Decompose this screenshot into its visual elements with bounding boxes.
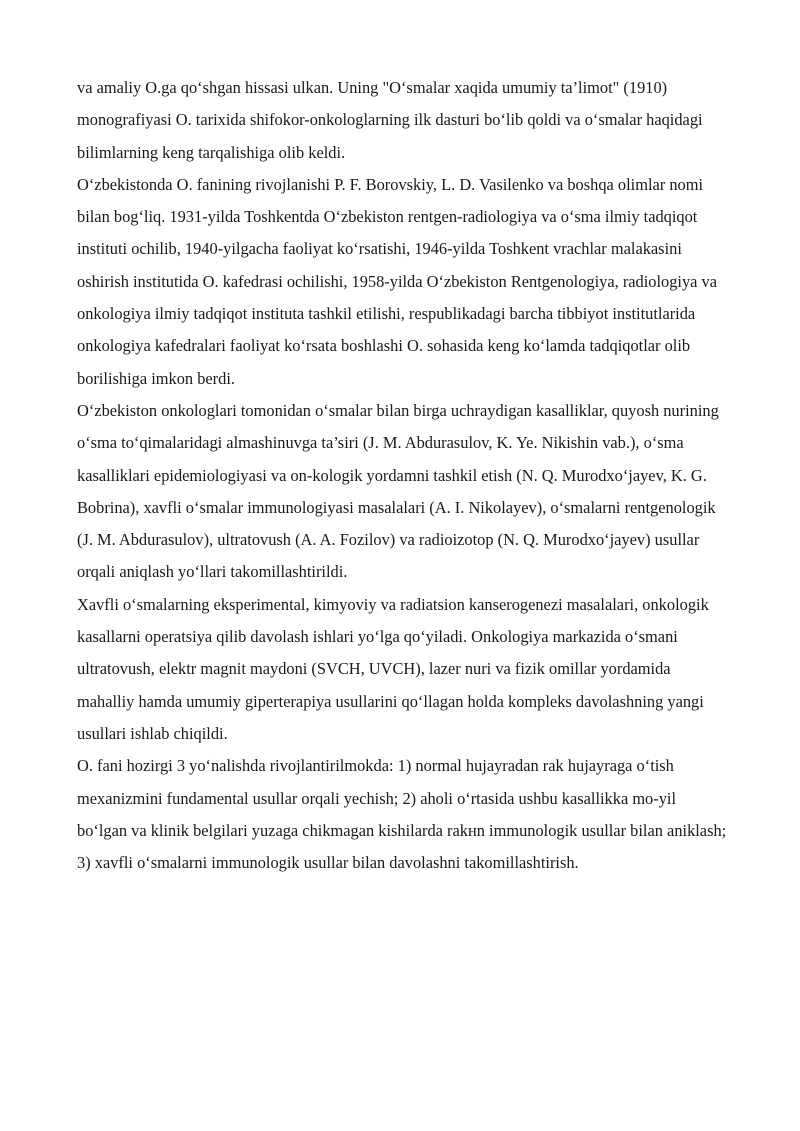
document-body [77, 72, 729, 879]
paragraph-continuation: va amaliy O.ga qo‘shgan hissasi ulkan. Uning "O‘smalar xaqida umumiy ta’limot" (1910) monografiyasi O. tarixida shifokor-onkologlarning ilk dasturi bo‘lib qoldi va o‘smalar haqidagi bilimlarning keng tarqalishiga olib keldi. [77, 78, 703, 162]
paragraph-oncologists-research: O‘zbekiston onkologlari tomonidan o‘smalar bilan birga uchraydigan kasalliklar, quyosh nurining o‘sma to‘qimalaridagi almashinuvga ta’siri (J. M. Abdurasulov, K. Ye. Nikishin vab.), o‘sma kasalliklari epidemiologiyasi va on-kologik yordamni tashkil etish (N. Q. Murodxo‘jayev, K. G. Bobrina), xavfli o‘smalar immunologiyasi masalalari (A. I. Nikolayev), o‘smalarni rentgenologik (J. M. Abdurasulov), ultratovush (A. A. Fozilov) va radioizotop (N. Q. Murodxo‘jayev) usullar orqali aniqlash yo‘llari takomillashtirildi. [77, 400, 719, 582]
paragraph-uzbekistan-history: O‘zbekistonda O. fanining rivojlanishi P. F. Borovskiy, L. D. Vasilenko va boshqa olimlar nomi bilan bog‘liq. 1931-yilda Toshkentda O‘zbekiston rentgen-radiologiya va o‘sma ilmiy tadqiqot instituti ochilib, 1940-yilgacha faoliyat ko‘rsatishi, 1946-yilda Toshkent vrachlar malakasini oshirish institutida O. kafedrasi ochilishi, 1958-yilda O‘zbekiston Rentgenologiya, radiologiya va onkologiya ilmiy tadqiqot instituta tashkil etilishi, respublikadagi barcha tibbiyot institutlarida onkologiya kafedralari faoliyat ko‘rsata boshlashi O. sohasida keng ko‘lamda tadqiqotlar olib borilishiga imkon berdi. [77, 174, 718, 388]
paragraph-treatment-methods: Xavfli o‘smalarning eksperimental, kimyoviy va radiatsion kanserogenezi masalalari, onkologik kasallarni operatsiya qilib davolash ishlari yo‘lga qo‘yiladi. Onkologiya markazida o‘smani ultratovush, elektr magnit maydoni (SVCH, UVCH), lazer nuri va fizik omillar yordamida mahalliy hamda umumiy giperterapiya usullarini qo‘llagan holda kompleks davolashning yangi usullari ishlab chiqildi. [77, 594, 709, 743]
paragraph-current-directions: O. fani hozirgi 3 yo‘nalishda rivojlantirilmokda: 1) normal hujayradan rak hujayraga o‘tish mexanizmini fundamental usullar orqali yechish; 2) aholi o‘rtasida ushbu kasallikka mo-yil bo‘lgan va klinik belgilari yuzaga chikmagan kishilarda rakнn immunologik usullar bilan aniklash; 3) xavfli o‘smalarni immunologik usullar bilan davolashni takomillashtirish. [77, 756, 727, 873]
